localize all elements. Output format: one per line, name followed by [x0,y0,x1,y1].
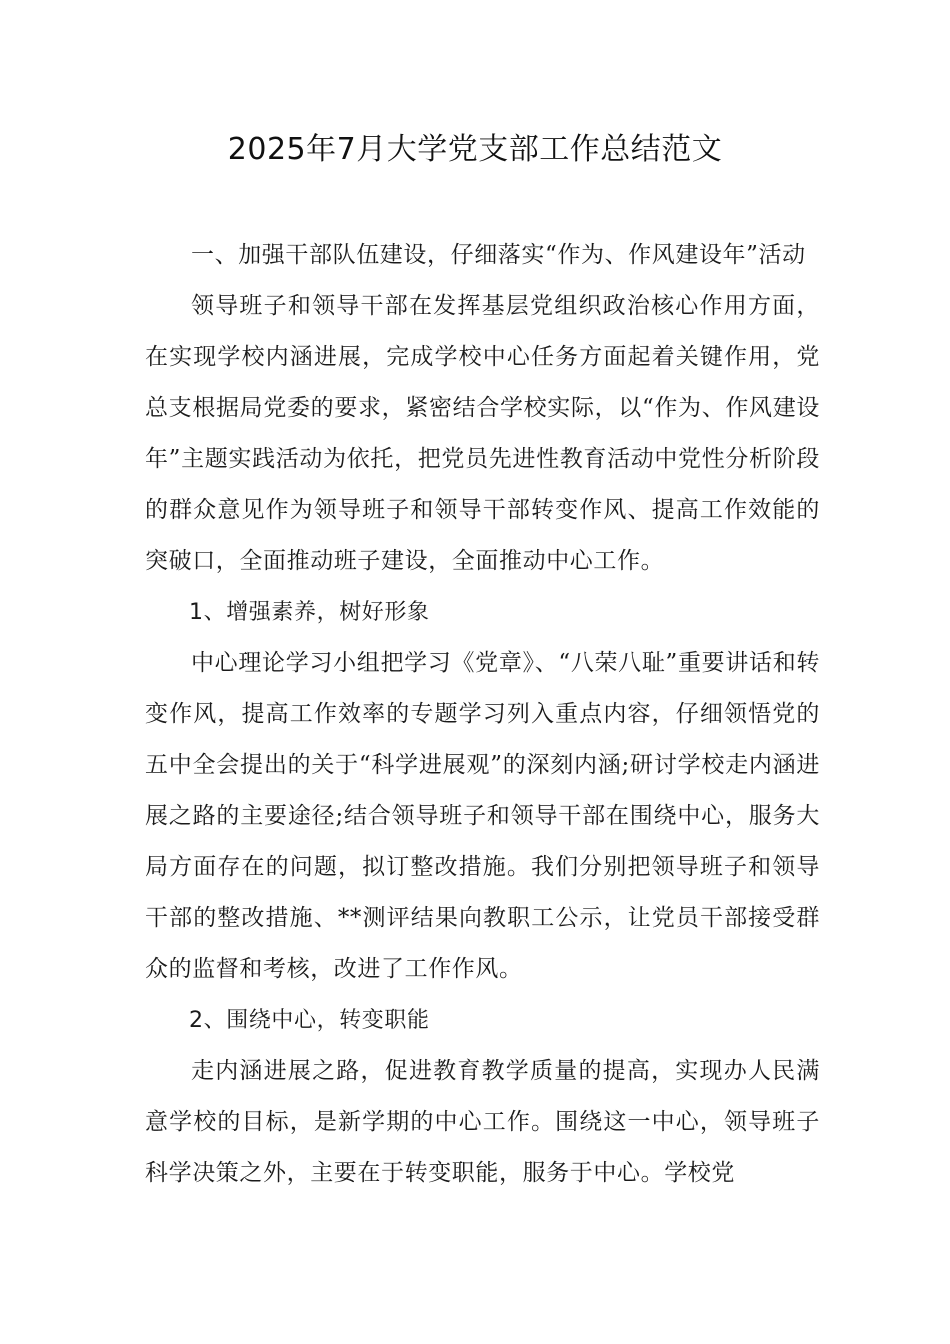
paragraph-study-group: 中心理论学习小组把学习《党章》、“八荣八耻”重要讲话和转变作风，提高工作效率的专题学习列入重点内容，仔细领悟党的五中全会提出的关于“科学进展观”的深刻内涵;研讨学校走内涵进展之路的主要途径;结合领导班子和领导干部在围绕中心，服务大局方面存在的问题，拟订整改措施。我们分别把领导班子和领导干部的整改措施、**测评结果向教职工公示，让党员干部接受群众的监督和考核，改进了工作作风。 [145,650,820,982]
paragraph-leadership: 领导班子和领导干部在发挥基层党组织政治核心作用方面，在实现学校内涵进展，完成学校中心任务方面起着关键作用，党总支根据局党委的要求，紧密结合学校实际，以“作为、作风建设年”主题实践活动为依托，把党员先进性教育活动中党性分析阶段的群众意见作为领导班子和领导干部转变作风、提高工作效能的突破口，全面推动班子建设，全面推动中心工作。 [145,293,820,574]
subheading-2: 2、围绕中心，转变职能 [189,1008,430,1033]
paragraph-center-work: 走内涵进展之路，促进教育教学质量的提高，实现办人民满意学校的目标，是新学期的中心工作。围绕这一中心，领导班子科学决策之外，主要在于转变职能，服务于中心。学校党 [145,1058,820,1186]
section-heading-1: 一、加强干部队伍建设，仔细落实“作为、作风建设年”活动 [191,242,806,268]
document-body [145,230,820,1199]
document-title: 2025年7月大学党支部工作总结范文 [227,132,723,167]
subheading-1: 1、增强素养，树好形象 [189,600,430,625]
